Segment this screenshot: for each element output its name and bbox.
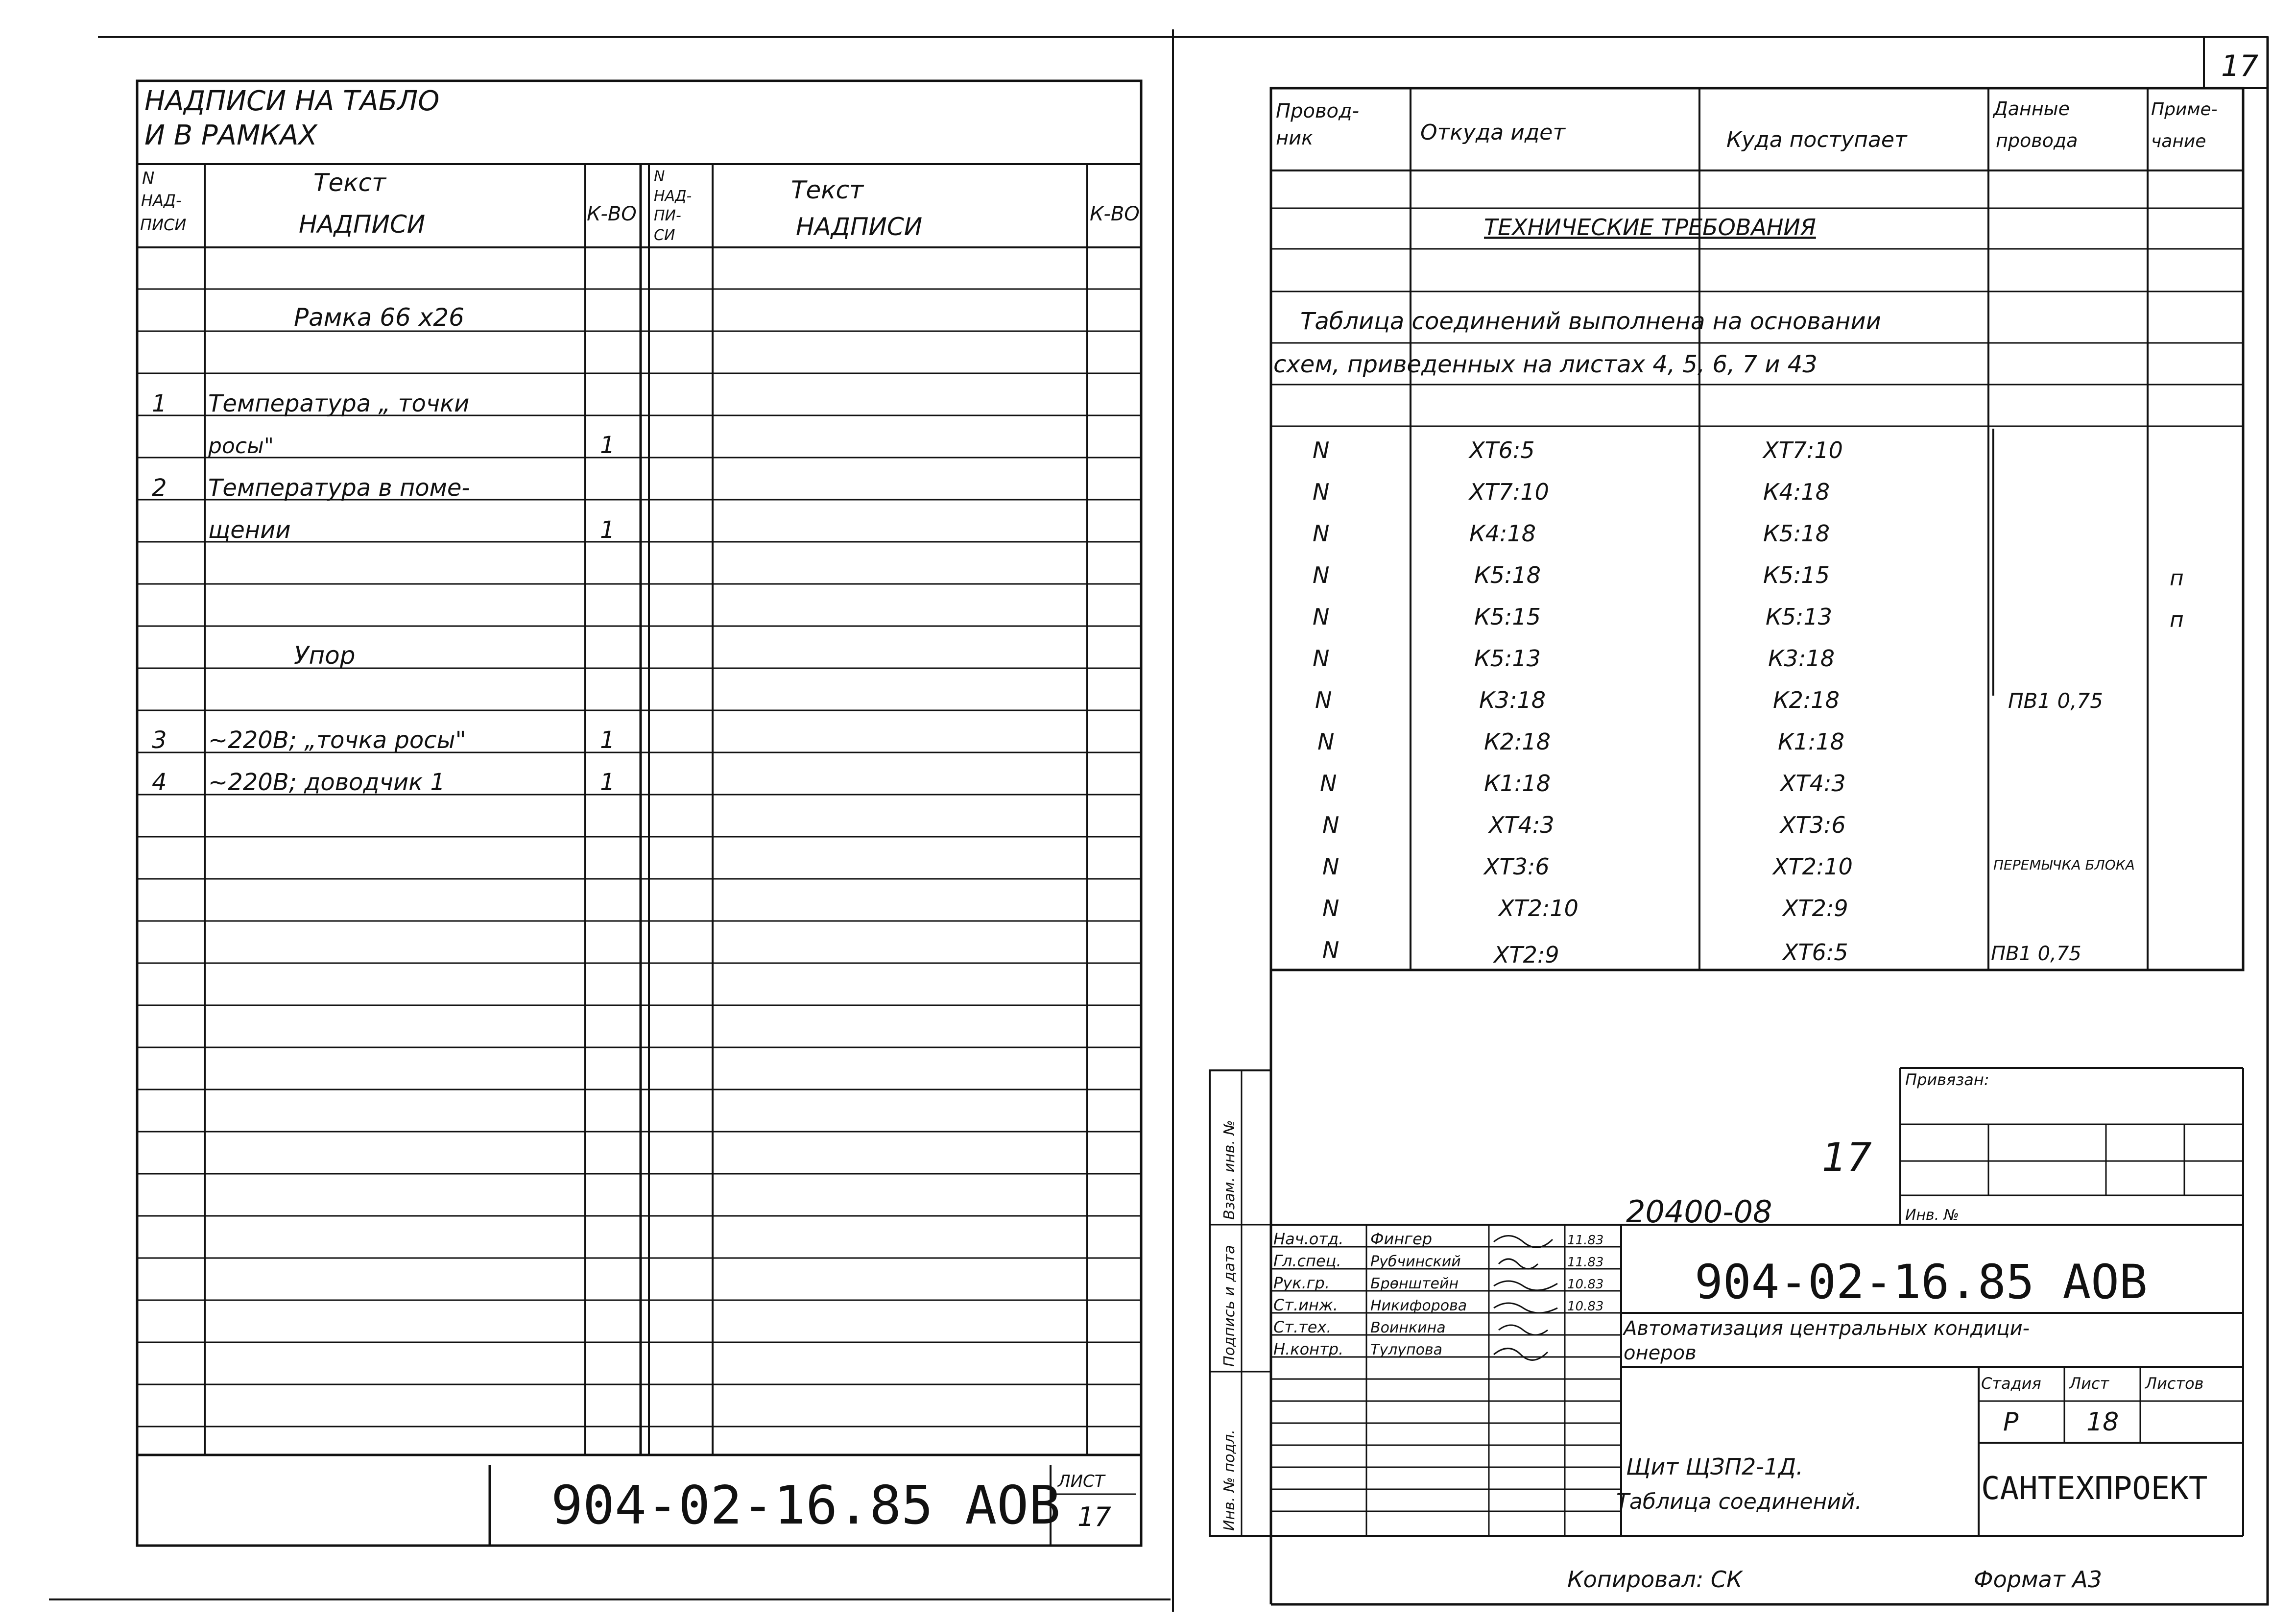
table-cell-text: N (654, 168, 665, 185)
side-label-signature: Подпись и дата (1221, 1245, 1238, 1367)
table-cell-text: N (1320, 770, 1337, 797)
table-cell-text: К-ВО (587, 203, 637, 225)
table-cell-text: Рук.гр. (1273, 1274, 1330, 1292)
table-row (1313, 437, 1843, 463)
side-label-replaced: Взам. инв. № (1221, 1120, 1238, 1220)
table-row (1322, 853, 2135, 880)
left-title-line1: НАДПИСИ НА ТАБЛО (144, 85, 440, 117)
table-cell-text: ник (1276, 127, 1314, 149)
table-cell-text: N (1313, 645, 1330, 672)
table-row-qty: 1 (600, 516, 615, 544)
table-cell-text: 10.83 (1567, 1277, 1604, 1292)
table-cell-text: К2:18 (1773, 687, 1840, 713)
table-cell-text: 10.83 (1567, 1299, 1604, 1314)
table-row (1315, 687, 2103, 713)
signature-scribble (1499, 1259, 1538, 1269)
table-row-text: ~220В; „точка росы" (208, 726, 466, 754)
table-cell-text: СИ (654, 227, 675, 244)
table-cell-text: ХТ2:10 (1499, 895, 1578, 921)
table-row (1322, 937, 2081, 968)
table-row (1322, 812, 1846, 838)
signature-scribble (1499, 1325, 1548, 1335)
table-row (1313, 604, 2184, 632)
table-cell-text: Фингер (1370, 1230, 1433, 1248)
note-line-1: Таблица соединений выполнена на основании (1300, 308, 1881, 335)
table-cell-text: К5:13 (1474, 645, 1541, 672)
table-cell-text: чание (2151, 131, 2206, 151)
organization-name: САНТЕХПРОЕКТ (1981, 1471, 2208, 1507)
table-row-n: 3 (152, 726, 167, 754)
signature-scribble (1494, 1236, 1553, 1248)
title-doc-code: 904-02-16.85 АОВ (1695, 1255, 2148, 1309)
table-cell-text: ХТ3:6 (1484, 853, 1550, 880)
signature-scribble (1494, 1349, 1548, 1360)
table-cell-text: К5:18 (1763, 520, 1830, 547)
table-row (1317, 728, 1844, 755)
table-cell-text: Листов (2145, 1374, 2204, 1393)
table-cell-text: N (1322, 812, 1339, 838)
table-cell-text: К3:18 (1768, 645, 1835, 672)
table-row-n: 1 (152, 390, 167, 417)
table-cell-text: К1:18 (1778, 728, 1844, 755)
table-cell-text: п (2170, 607, 2184, 632)
table-cell-text: Брөнштейн (1370, 1275, 1459, 1292)
table-row (1313, 645, 1835, 672)
table-cell-text: N (1317, 728, 1335, 755)
left-sheet (137, 81, 1141, 1546)
table-cell-text: N (1313, 520, 1330, 547)
right-sheet (1210, 37, 2268, 1604)
drawing-title-1: Щит ЩЗП2-1Д. (1626, 1453, 1803, 1480)
table-cell-text: К5:13 (1766, 604, 1832, 630)
table-row (1313, 562, 2184, 591)
signature-scribble (1494, 1303, 1557, 1313)
table-cell-text: К5:15 (1763, 562, 1830, 588)
table-cell-text: ПИ- (654, 207, 681, 224)
table-cell-text: К3:18 (1479, 687, 1546, 713)
table-cell-text: ПВ1 0,75 (1991, 943, 2081, 965)
signature-scribble (1494, 1281, 1557, 1290)
privyazan-label: Привязан: (1905, 1070, 1989, 1089)
table-cell-text: К2:18 (1484, 728, 1551, 755)
table-cell-text: К5:15 (1474, 604, 1541, 630)
table-cell-text: Провод- (1276, 100, 1360, 122)
table-cell-text: N (1313, 562, 1330, 588)
table-cell-text: N (142, 169, 155, 188)
table-cell-text: К5:18 (1474, 562, 1541, 588)
left-frame (137, 81, 1141, 1546)
table-cell-text: Гл.спец. (1273, 1252, 1341, 1270)
table-row-text: ~220В; доводчик 1 (208, 769, 445, 796)
handwritten-17: 17 (1822, 1135, 1872, 1180)
table-cell-text: Рубчинский (1370, 1253, 1461, 1270)
table-cell-text: Данные (1993, 98, 2070, 120)
table-row-qty: 1 (600, 432, 615, 459)
table-cell-text: НАДПИСИ (299, 210, 426, 239)
table-row-text: Температура „ точки (208, 390, 470, 417)
table-cell-text: ХТ4:3 (1489, 812, 1555, 838)
table-row-text: Упор (294, 641, 356, 670)
table-row-text: щении (208, 516, 291, 544)
table-row-qty: 1 (600, 769, 615, 796)
table-cell-text: ХТ6:5 (1469, 437, 1535, 463)
table-cell-text: N (1322, 895, 1339, 921)
tech-requirements-heading: ТЕХНИЧЕСКИЕ ТРЕБОВАНИЯ (1484, 214, 1816, 241)
table-row-qty: 1 (600, 726, 615, 754)
corner-number: 17 (2221, 49, 2259, 83)
table-cell-text: N (1313, 604, 1330, 630)
table-cell-text: Текст (313, 169, 386, 197)
table-cell-text: Ст.тех. (1273, 1318, 1332, 1336)
left-table-rows (152, 303, 615, 796)
table-cell-text: 11.83 (1567, 1233, 1604, 1248)
table-row-text: Рамка 66 х26 (294, 303, 464, 332)
side-label-inventory: Инв. № подл. (1221, 1429, 1238, 1531)
table-cell-text: Текст (791, 176, 864, 204)
table-cell-text: ХТ6:5 (1783, 939, 1848, 966)
stage-value: Р (2003, 1407, 2019, 1437)
table-cell-text: ПИСИ (140, 216, 187, 234)
table-row-text: росы" (208, 434, 274, 459)
table-cell-text: N (1322, 937, 1339, 963)
table-cell-text: N (1313, 437, 1330, 463)
handwritten-code: 20400-08 (1626, 1194, 1772, 1230)
table-cell-text: НАД- (654, 188, 692, 205)
sheet-value: 18 (2086, 1407, 2119, 1437)
table-cell-text: 11.83 (1567, 1255, 1604, 1270)
title-block (1271, 1068, 2243, 1536)
table-cell-text: Лист (2069, 1374, 2109, 1393)
table-cell-text: ПЕРЕМЫЧКА БЛОКА (1993, 857, 2135, 873)
inv-no-label: Инв. № (1905, 1207, 1960, 1224)
project-title-2: онеров (1624, 1342, 1697, 1364)
table-cell-text: Ст.инж. (1273, 1296, 1338, 1314)
left-title-line2: И В РАМКАХ (144, 120, 317, 151)
table-row-n: 2 (152, 474, 167, 502)
left-doc-code: 904-02-16.85 АОВ (551, 1475, 1061, 1536)
left-sheet-label: ЛИСТ (1058, 1472, 1105, 1491)
table-row (1320, 770, 1846, 797)
table-cell-text: Приме- (2151, 99, 2218, 120)
left-sheet-number: 17 (1077, 1501, 1111, 1532)
table-cell-text: ХТ2:9 (1494, 942, 1559, 968)
table-cell-text: К1:18 (1484, 770, 1551, 797)
table-row-text: Температура в поме- (208, 474, 470, 502)
table-row (1313, 479, 1830, 505)
table-row (1322, 895, 1848, 921)
side-stamp-column (1210, 1070, 1271, 1536)
table-cell-text: ПВ1 0,75 (2008, 689, 2103, 713)
table-cell-text: К4:18 (1763, 479, 1830, 505)
table-cell-text: п (2170, 566, 2184, 591)
table-cell-text: N (1322, 853, 1339, 880)
table-cell-text: ХТ2:9 (1783, 895, 1848, 921)
staff-rows (1273, 1230, 1603, 1358)
table-cell-text: провода (1996, 130, 2078, 151)
table-cell-text: ХТ4:3 (1780, 770, 1846, 797)
table-cell-text: Никифорова (1370, 1297, 1467, 1314)
table-cell-text: ХТ3:6 (1780, 812, 1846, 838)
table-row-n: 4 (152, 769, 167, 796)
connection-rows (1313, 437, 2184, 968)
table-cell-text: К4:18 (1469, 520, 1536, 547)
project-title: Автоматизация центральных кондици- (1624, 1317, 2030, 1340)
table-cell-text: НАД- (141, 191, 182, 210)
table-cell-text: Нач.отд. (1273, 1230, 1344, 1248)
paper-format: Формат А3 (1974, 1566, 2102, 1593)
table-cell-text: ХТ7:10 (1763, 437, 1843, 463)
table-cell-text: N (1315, 687, 1332, 713)
table-cell-text: К-ВО (1090, 203, 1140, 225)
table-cell-text: Откуда идет (1420, 120, 1565, 145)
drawing-title-2: Таблица соединений. (1616, 1489, 1862, 1514)
table-cell-text: Куда поступает (1726, 127, 1907, 152)
copied-by: Копировал: СК (1567, 1566, 1743, 1593)
table-cell-text: Воинкина (1370, 1319, 1446, 1336)
note-line-2: схем, приведенных на листах 4, 5, 6, 7 и 43 (1273, 351, 1818, 378)
table-cell-text: Стадия (1981, 1374, 2041, 1393)
table-cell-text: Н.контр. (1273, 1340, 1344, 1358)
ruling-line (1271, 37, 2268, 1604)
table-cell-text: Тулупова (1370, 1341, 1443, 1358)
table-cell-text: ХТ7:10 (1469, 479, 1549, 505)
left-grid-rows (137, 289, 1141, 1427)
table-row (1313, 520, 1830, 547)
table-cell-text: ХТ2:10 (1773, 853, 1853, 880)
table-cell-text: НАДПИСИ (796, 213, 923, 241)
table-cell-text: N (1313, 479, 1330, 505)
